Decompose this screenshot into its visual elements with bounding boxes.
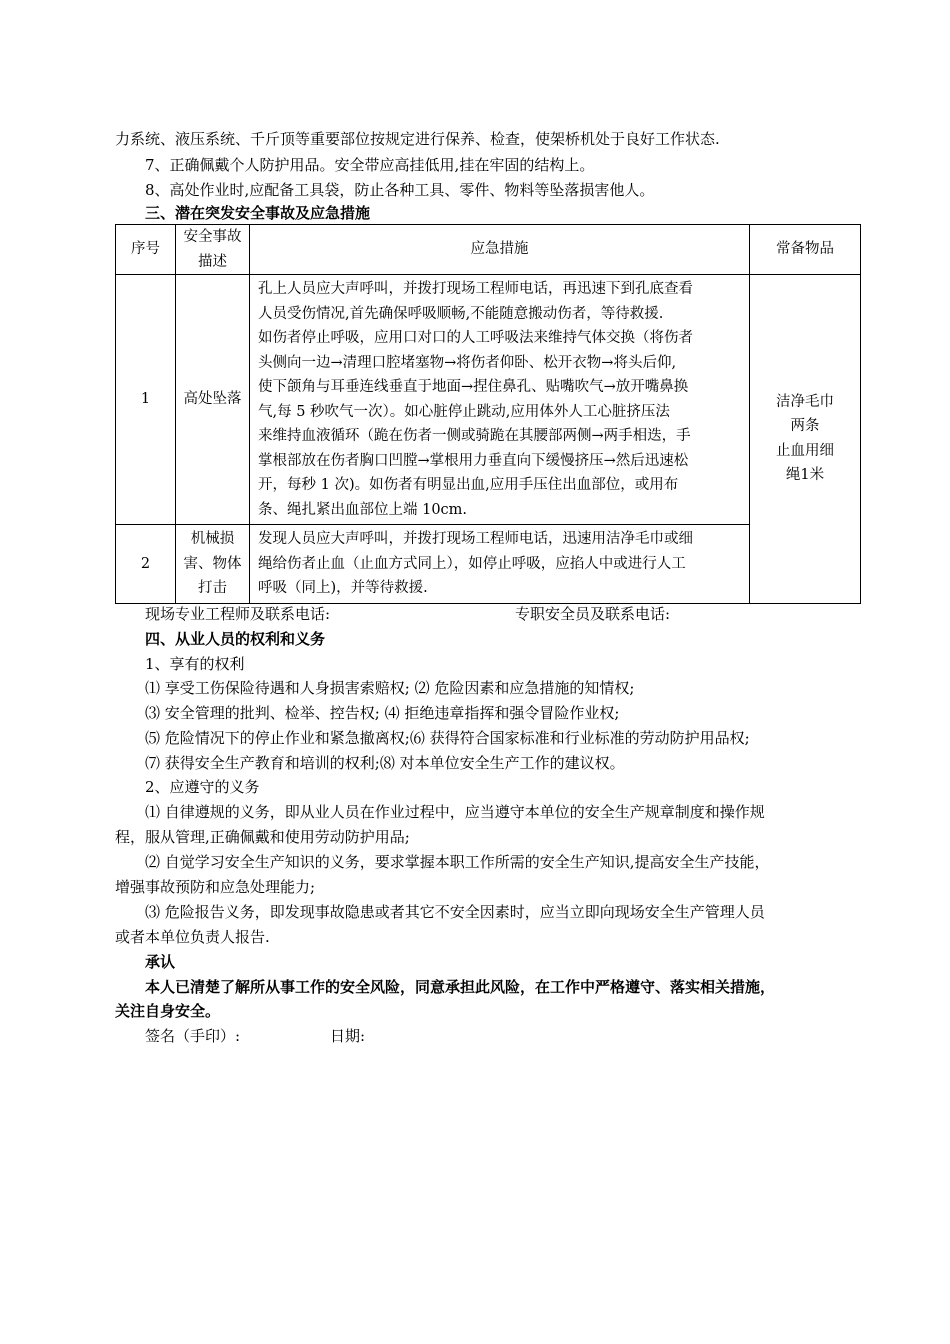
rights-title: 1、享有的权利 xyxy=(145,655,245,673)
row-no: 2 xyxy=(116,525,176,604)
duties-title: 2、应遵守的义务 xyxy=(145,778,260,796)
table-row xyxy=(116,525,861,604)
measure-line: 来维持血液循环（跪在伤者一侧或骑跪在其腰部两侧→两手相迭，手 xyxy=(258,428,691,444)
measure-line: 呼吸（同上)，并等待救援. xyxy=(258,580,428,596)
duty-line: ⑶ 危险报告义务，即发现事故隐患或者其它不安全因素时，应当立即向现场安全生产管理人员 xyxy=(145,903,765,921)
measure-line: 条、绳扎紧出血部位上端 10cm. xyxy=(258,501,468,518)
measure-line: 绳给伤者止血（止血方式同上），如停止呼吸，应掐人中或进行人工 xyxy=(258,555,686,572)
header-desc: 安全事故描述 xyxy=(176,225,250,275)
intro-line-1: 力系统、液压系统、千斤顶等重要部位按规定进行保养、检查，使架桥机处于良好工作状态. xyxy=(115,130,720,148)
duty-line: 或者本单位负责人报告. xyxy=(115,928,270,946)
header-supplies: 常备物品 xyxy=(750,225,861,275)
rights-line: ⑶ 安全管理的批判、检举、控告权; ⑷ 拒绝违章指挥和强令冒险作业权; xyxy=(145,704,620,722)
row-desc: 高处坠落 xyxy=(176,275,250,525)
emergency-table xyxy=(115,224,861,604)
duty-line: ⑴ 自律遵规的义务，即从业人员在作业过程中，应当遵守本单位的安全生产规章制度和操作规 xyxy=(145,803,765,821)
measure-line: 掌根部放在伤者胸口凹膛→掌根用力垂直向下缓慢挤压→然后迅速松 xyxy=(258,452,689,469)
ack-statement: 本人已清楚了解所从事工作的安全风险，同意承担此风险，在工作中严格遵守、落实相关措施， xyxy=(145,978,776,996)
supplies-line: 绳1米 xyxy=(785,467,825,484)
duty-line: ⑵ 自觉学习安全生产知识的义务，要求掌握本职工作所需的安全生产知识,提高安全生产技能， xyxy=(145,853,770,871)
safety-officer-contact: 专职安全员及联系电话: xyxy=(515,605,671,623)
row-desc: 机械损害、物体打击 xyxy=(176,525,250,604)
measure-line: 人员受伤情况,首先确保呼吸顺畅,不能随意搬动伤者，等待救援. xyxy=(258,305,664,322)
duty-line: 增强事故预防和应急处理能力; xyxy=(115,878,316,896)
section3-title: 三、潜在突发安全事故及应急措施 xyxy=(145,204,371,222)
supplies-line: 洁净毛巾 xyxy=(776,393,834,410)
supplies-cell xyxy=(750,275,861,604)
measure-line: 如伤者停止呼吸，应用口对口的人工呼吸法来维持气体交换（将伤者 xyxy=(258,330,693,346)
supplies-line: 止血用细 xyxy=(776,442,834,459)
table-header-row xyxy=(116,225,861,275)
rights-line: ⑴ 享受工伤保险待遇和人身损害索赔权; ⑵ 危险因素和应急措施的知情权; xyxy=(145,679,635,697)
header-measure: 应急措施 xyxy=(250,225,750,275)
intro-line-2: 7、正确佩戴个人防护用品。安全带应高挂低用,挂在牢固的结构上。 xyxy=(145,156,595,174)
ack-statement-cont: 关注自身安全。 xyxy=(115,1002,221,1020)
row-measure xyxy=(250,525,750,604)
measure-line: 头侧向一边→清理口腔堵塞物→将伤者仰卧、松开衣物→将头后仰, xyxy=(258,354,677,371)
date-label: 日期: xyxy=(330,1027,366,1045)
measure-line: 气,每 5 秒吹气一次）。如心脏停止跳动,应用体外人工心脏挤压法 xyxy=(258,403,670,420)
duty-line: 程，服从管理,正确佩戴和使用劳动防护用品; xyxy=(115,828,410,846)
measure-line: 使下颌角与耳垂连线垂直于地面→捏住鼻孔、贴嘴吹气→放开嘴鼻换 xyxy=(258,379,689,395)
measure-line: 孔上人员应大声呼叫，并拨打现场工程师电话，再迅速下到孔底查看 xyxy=(258,281,693,297)
row-no: 1 xyxy=(116,275,176,525)
header-no: 序号 xyxy=(116,225,176,275)
table-row xyxy=(116,275,861,525)
supplies-line: 两条 xyxy=(790,418,820,435)
intro-line-3: 8、高处作业时,应配备工具袋，防止各种工具、零件、物料等坠落损害他人。 xyxy=(145,181,655,199)
row-measure xyxy=(250,275,750,525)
signature-label: 签名（手印）: xyxy=(145,1027,241,1045)
rights-line: ⑺ 获得安全生产教育和培训的权利;⑻ 对本单位安全生产工作的建议权。 xyxy=(145,754,625,772)
measure-line: 开，每秒 1 次)。如伤者有明显出血,应用手压住出血部位，或用布 xyxy=(258,477,679,493)
engineer-contact: 现场专业工程师及联系电话: xyxy=(145,605,331,623)
ack-title: 承认 xyxy=(145,953,176,971)
rights-line: ⑸ 危险情况下的停止作业和紧急撤离权;⑹ 获得符合国家标准和行业标准的劳动防护用品权; xyxy=(145,729,750,747)
section4-title: 四、从业人员的权利和义务 xyxy=(145,630,326,648)
measure-line: 发现人员应大声呼叫，并拨打现场工程师电话，迅速用洁净毛巾或细 xyxy=(258,531,693,547)
